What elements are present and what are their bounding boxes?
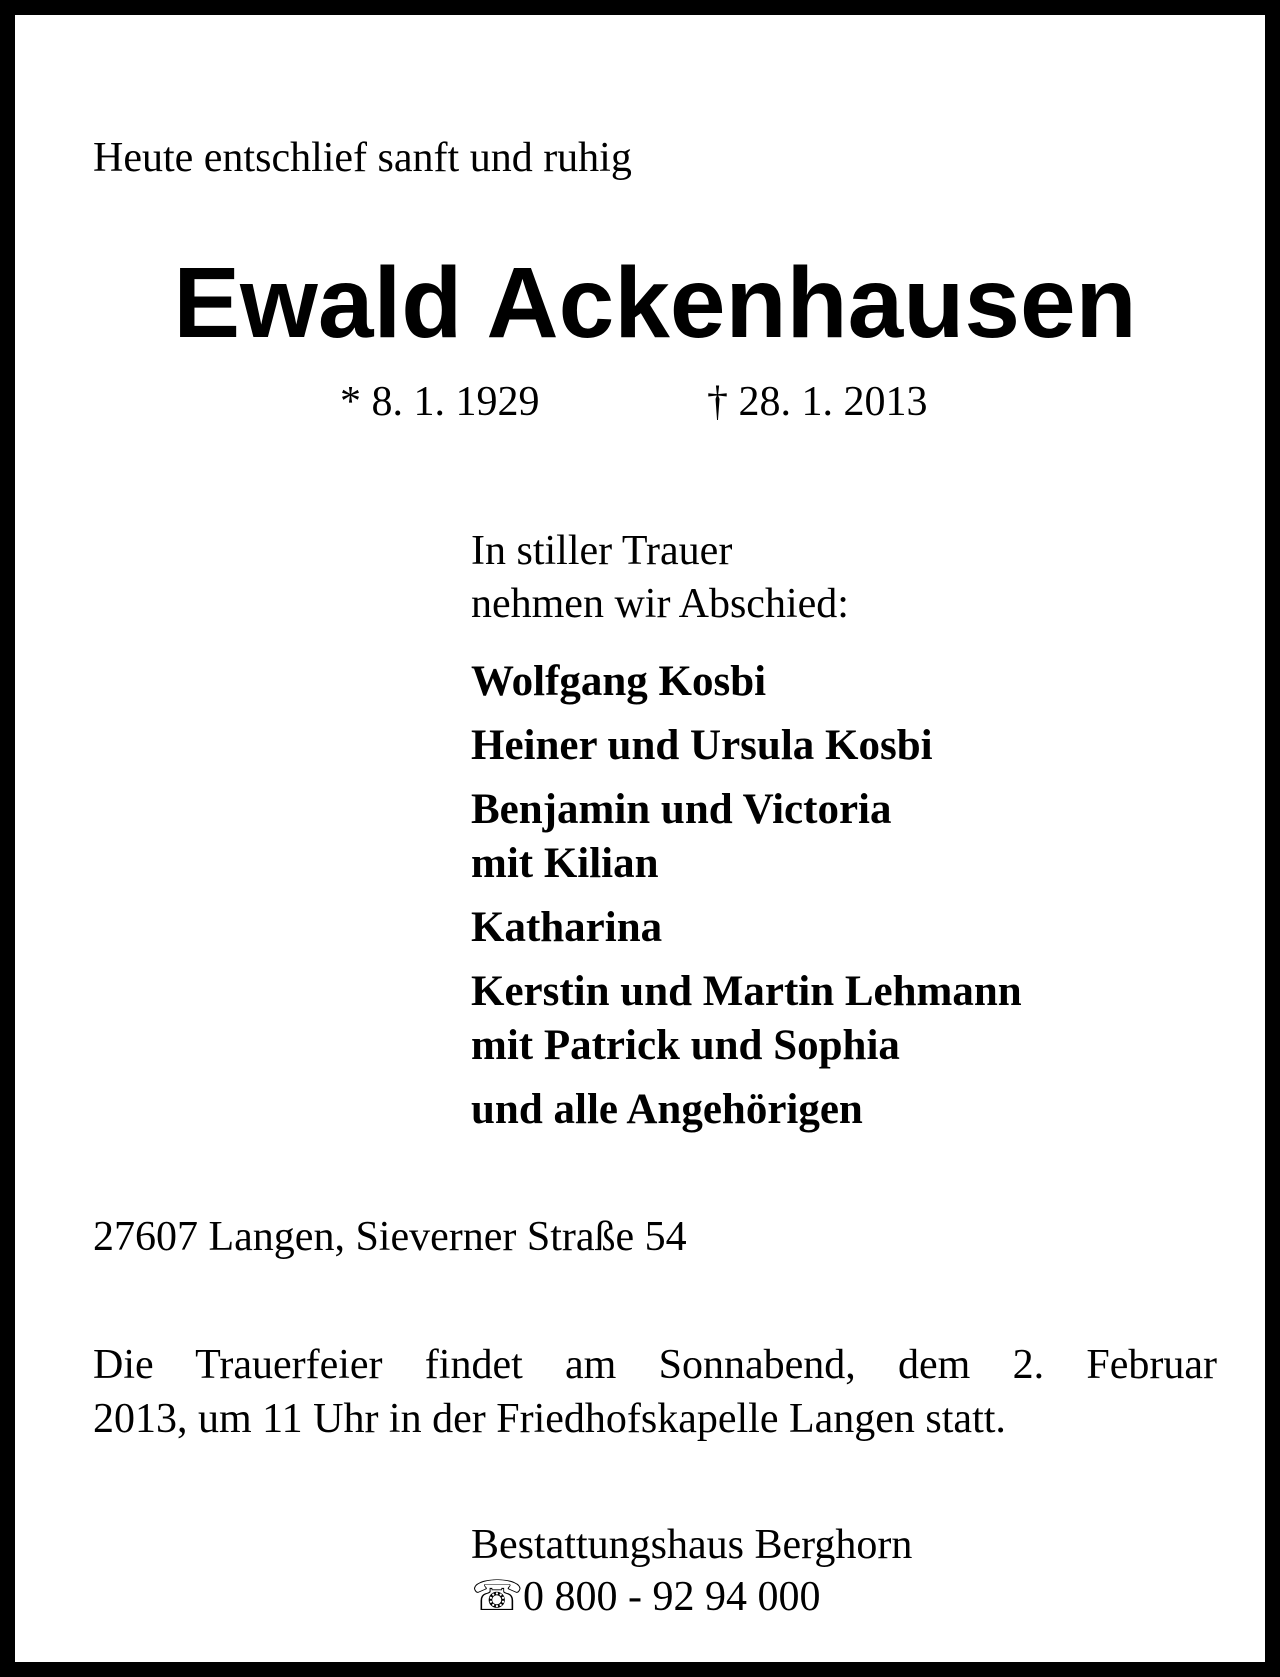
funeral-home-block (471, 1519, 912, 1623)
family-entry (471, 965, 1022, 1073)
mourning-text (471, 525, 849, 631)
ceremony-text (93, 1338, 1217, 1446)
family-entry-line: Kerstin und Martin Lehmann (471, 968, 1022, 1015)
family-entry-line: und alle Angehörigen (471, 1086, 863, 1133)
family-entry (471, 783, 1022, 891)
family-entry (471, 719, 1022, 773)
birth-date: * 8. 1. 1929 (340, 379, 540, 425)
phone-line (471, 1571, 912, 1623)
phone-icon: ☏ (471, 1574, 524, 1620)
family-entry-line: mit Patrick und Sophia (471, 1022, 900, 1069)
family-entry-line: mit Kilian (471, 840, 659, 887)
family-entry-line: Katharina (471, 904, 663, 951)
intro-text: Heute entschlief sanft und ruhig (93, 135, 632, 181)
family-entry (471, 901, 1022, 955)
family-entry-line: Wolfgang Kosbi (471, 658, 767, 705)
ceremony-line: 2013, um 11 Uhr in der Friedhofskapelle Langen statt. (93, 1396, 1006, 1442)
death-date: † 28. 1. 2013 (707, 379, 928, 425)
address: 27607 Langen, Sieverner Straße 54 (93, 1214, 687, 1260)
mourning-line: In stiller Trauer (471, 528, 733, 574)
family-entry-line: Benjamin und Victoria (471, 786, 892, 833)
mourning-line: nehmen wir Abschied: (471, 581, 849, 627)
deceased-name: Ewald Ackenhausen (173, 247, 1137, 359)
family-entry-line: Heiner und Ursula Kosbi (471, 722, 933, 769)
ceremony-line: Die Trauerfeier findet am Sonnabend, dem 2. Februar (93, 1342, 1217, 1388)
family-entry (471, 1083, 1022, 1137)
phone-number: 0 800 - 92 94 000 (523, 1574, 821, 1620)
funeral-home-name: Bestattungshaus Berghorn (471, 1522, 913, 1568)
family-list (471, 655, 1022, 1147)
family-entry (471, 655, 1022, 709)
